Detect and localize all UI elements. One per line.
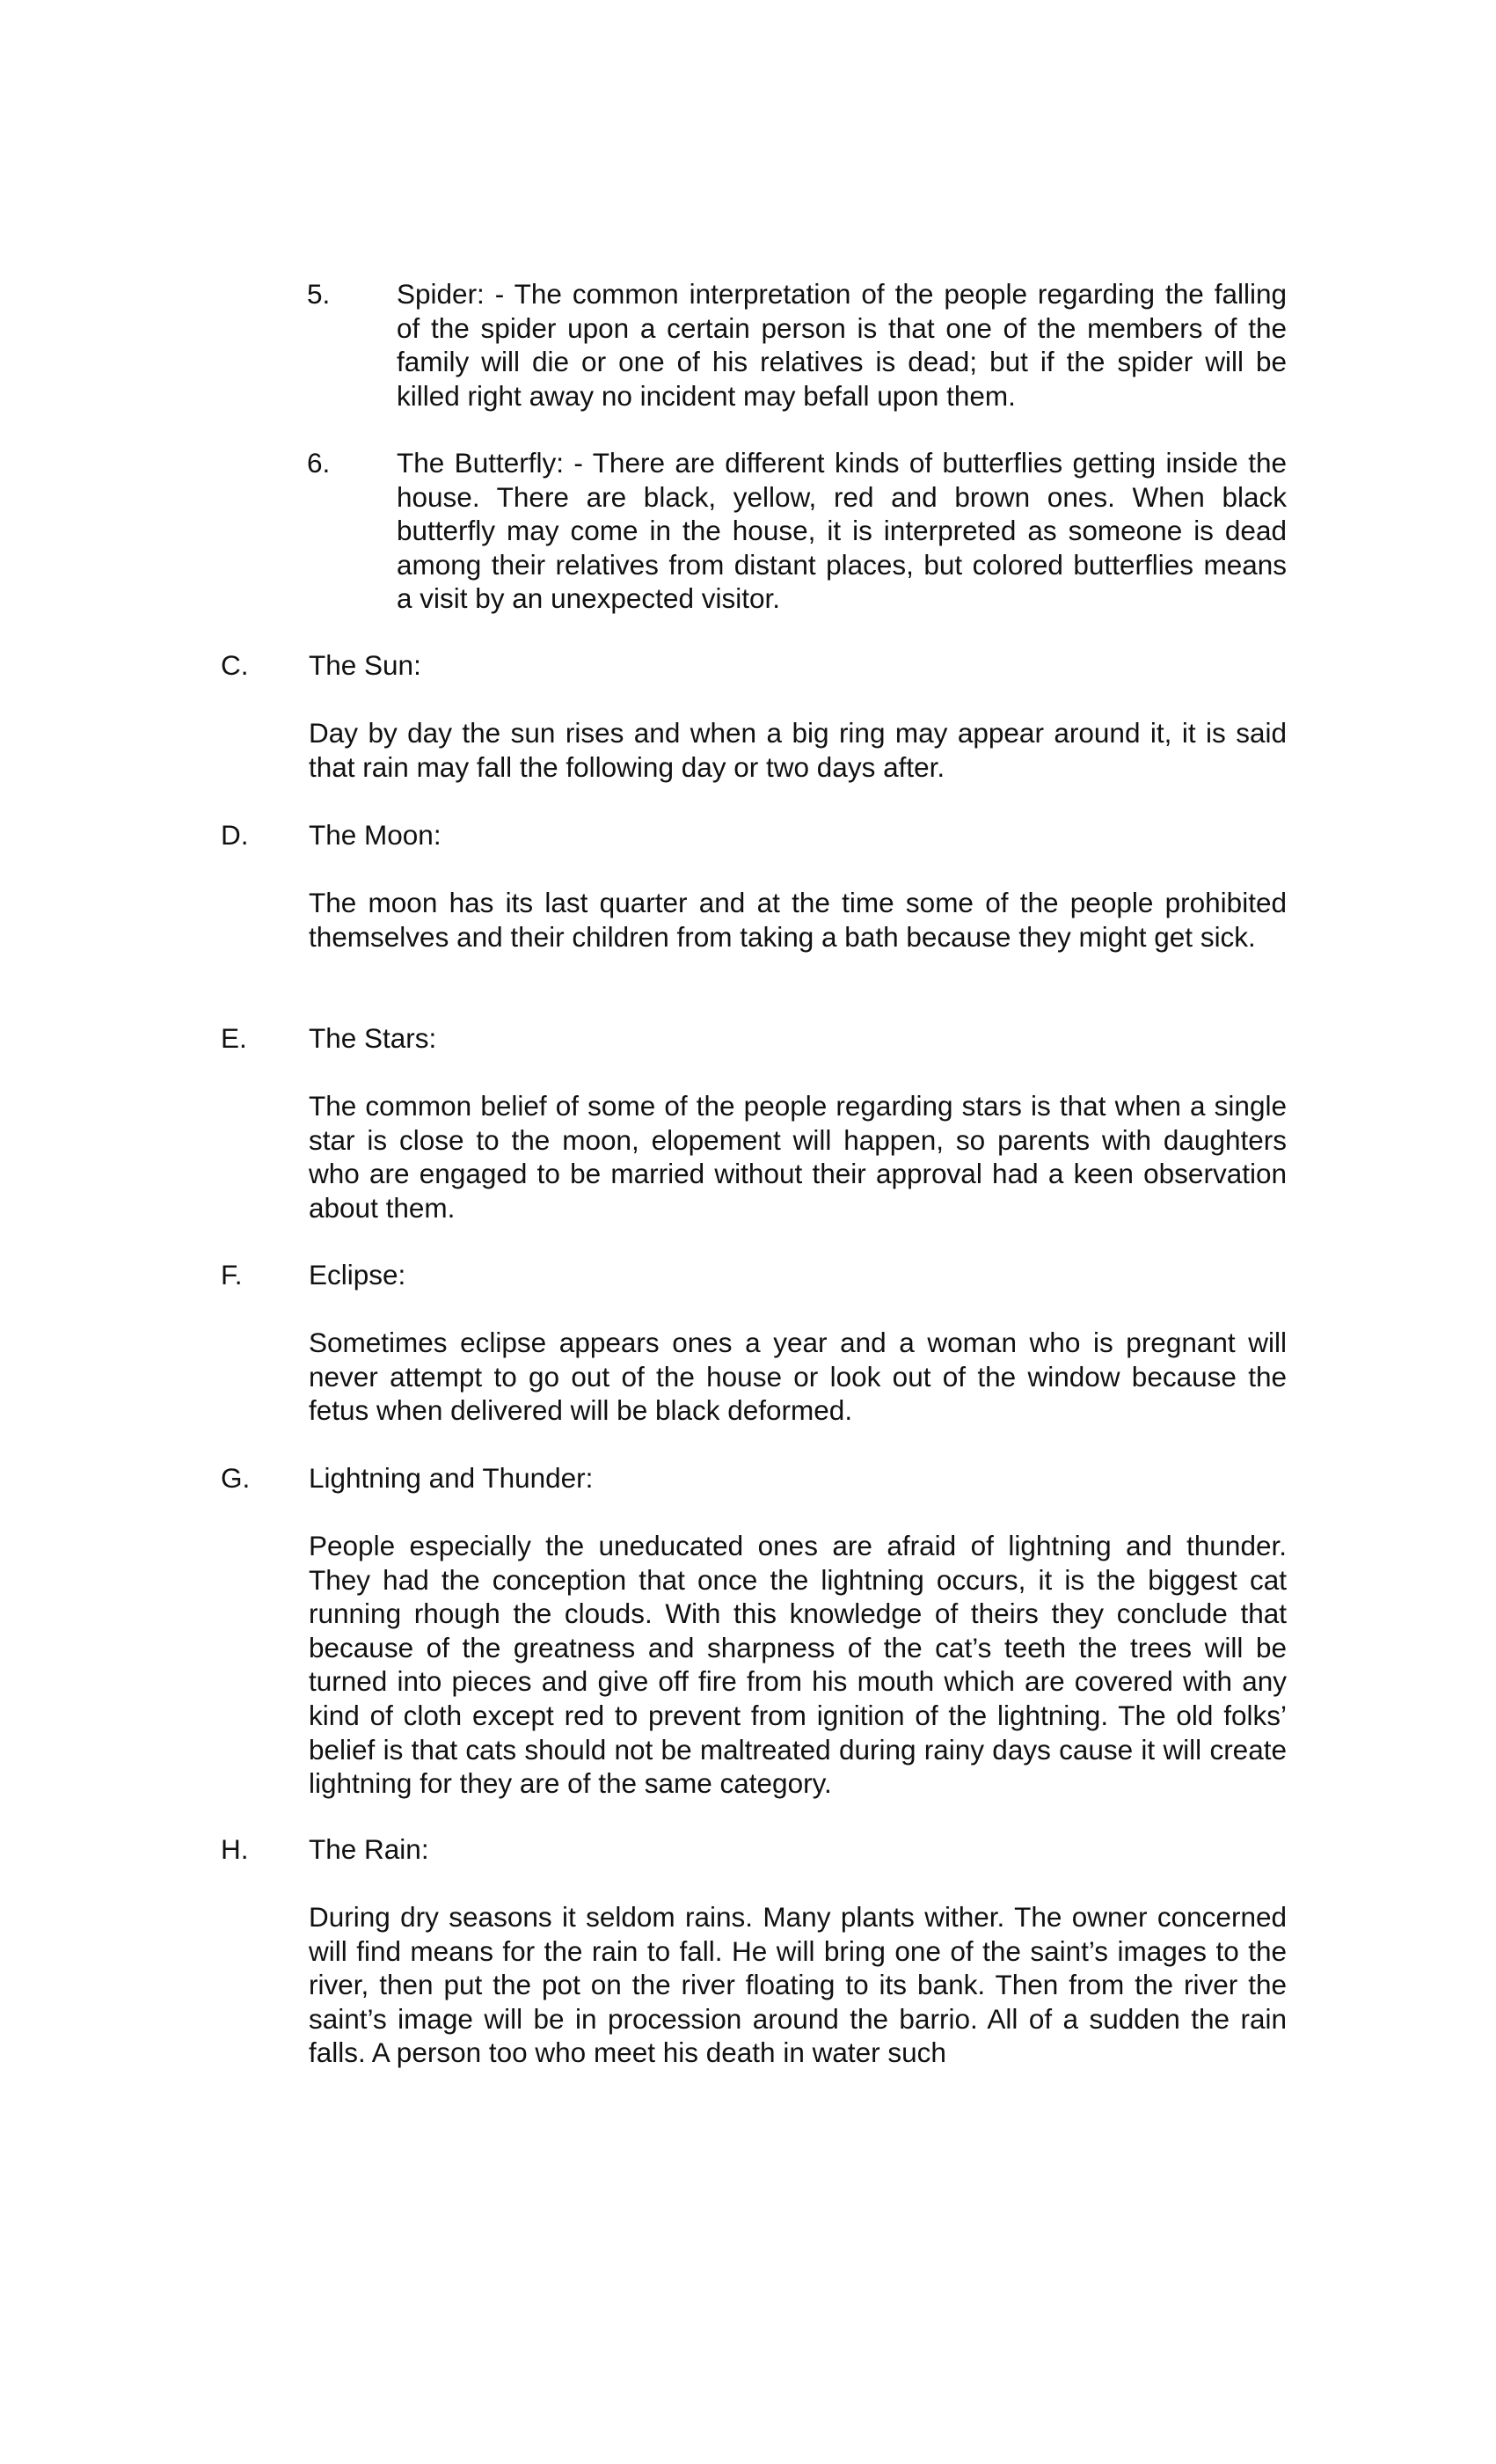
section-letter: E. bbox=[221, 1022, 247, 1054]
section-letter: H. bbox=[221, 1833, 249, 1865]
item-number: 6. bbox=[307, 447, 331, 479]
section-title-eclipse: Eclipse: bbox=[309, 1259, 406, 1290]
item-number: 5. bbox=[307, 278, 331, 310]
section-title-moon: The Moon: bbox=[309, 819, 442, 851]
section-text-rain: During dry seasons it seldom rains. Many plants wither. The owner concerned will find means for the rain to fall. He will bring one of the saint’s images to the river, then put the pot on the river floating to its bank. Then from the river the saint’s image will be in procession around the barrio. All of a sudden the rain falls. A person too who meet his death in water such bbox=[309, 1901, 1287, 2069]
section-title-lightning: Lightning and Thunder: bbox=[309, 1462, 594, 1494]
section-text-moon: The moon has its last quarter and at the time some of the people prohibited themselves and their children from taking a bath because they might get sick. bbox=[309, 887, 1287, 953]
section-text-eclipse: Sometimes eclipse appears ones a year and a woman who is pregnant will never attempt to go out of the house or look out of the window because the fetus when delivered will be black deformed. bbox=[309, 1327, 1287, 1427]
section-title-stars: The Stars: bbox=[309, 1022, 437, 1054]
section-letter: G. bbox=[221, 1462, 251, 1494]
item-text-butterfly: The Butterfly: - There are different kinds of butterflies getting inside the house. There are black, yellow, red and brown ones. When black butterfly may come in the house, it is interpreted as someone is dead among their relatives from distant places, but colored butterflies means a visit by an unexpected visitor. bbox=[397, 447, 1287, 615]
section-letter: D. bbox=[221, 819, 249, 851]
section-text-sun: Day by day the sun rises and when a big ring may appear around it, it is said that rain may fall the following day or two days after. bbox=[309, 717, 1287, 783]
section-letter: C. bbox=[221, 649, 249, 681]
section-title-sun: The Sun: bbox=[309, 649, 421, 681]
section-letter: F. bbox=[221, 1259, 243, 1290]
section-title-rain: The Rain: bbox=[309, 1833, 429, 1865]
section-text-stars: The common belief of some of the people regarding stars is that when a single star is close to the moon, elopement will happen, so parents with daughters who are engaged to be married without their approval had a keen observation about them. bbox=[309, 1090, 1287, 1224]
section-text-lightning: People especially the uneducated ones are afraid of lightning and thunder. They had the conception that once the lightning occurs, it is the biggest cat running rhough the clouds. With this knowledge of theirs they conclude that because of the greatness and sharpness of the cat’s teeth the trees will be turned into pieces and give off fire from his mouth which are covered with any kind of cloth except red to prevent from ignition of the lightning. The old folks’ belief is that cats should not be maltreated during rainy days cause it will create lightning for they are of the same category. bbox=[309, 1530, 1287, 1800]
item-text-spider: Spider: - The common interpretation of the people regarding the falling of the spider upon a certain person is that one of the members of the family will die or one of his relatives is dead; but if the spider will be killed right away no incident may befall upon them. bbox=[397, 278, 1287, 412]
